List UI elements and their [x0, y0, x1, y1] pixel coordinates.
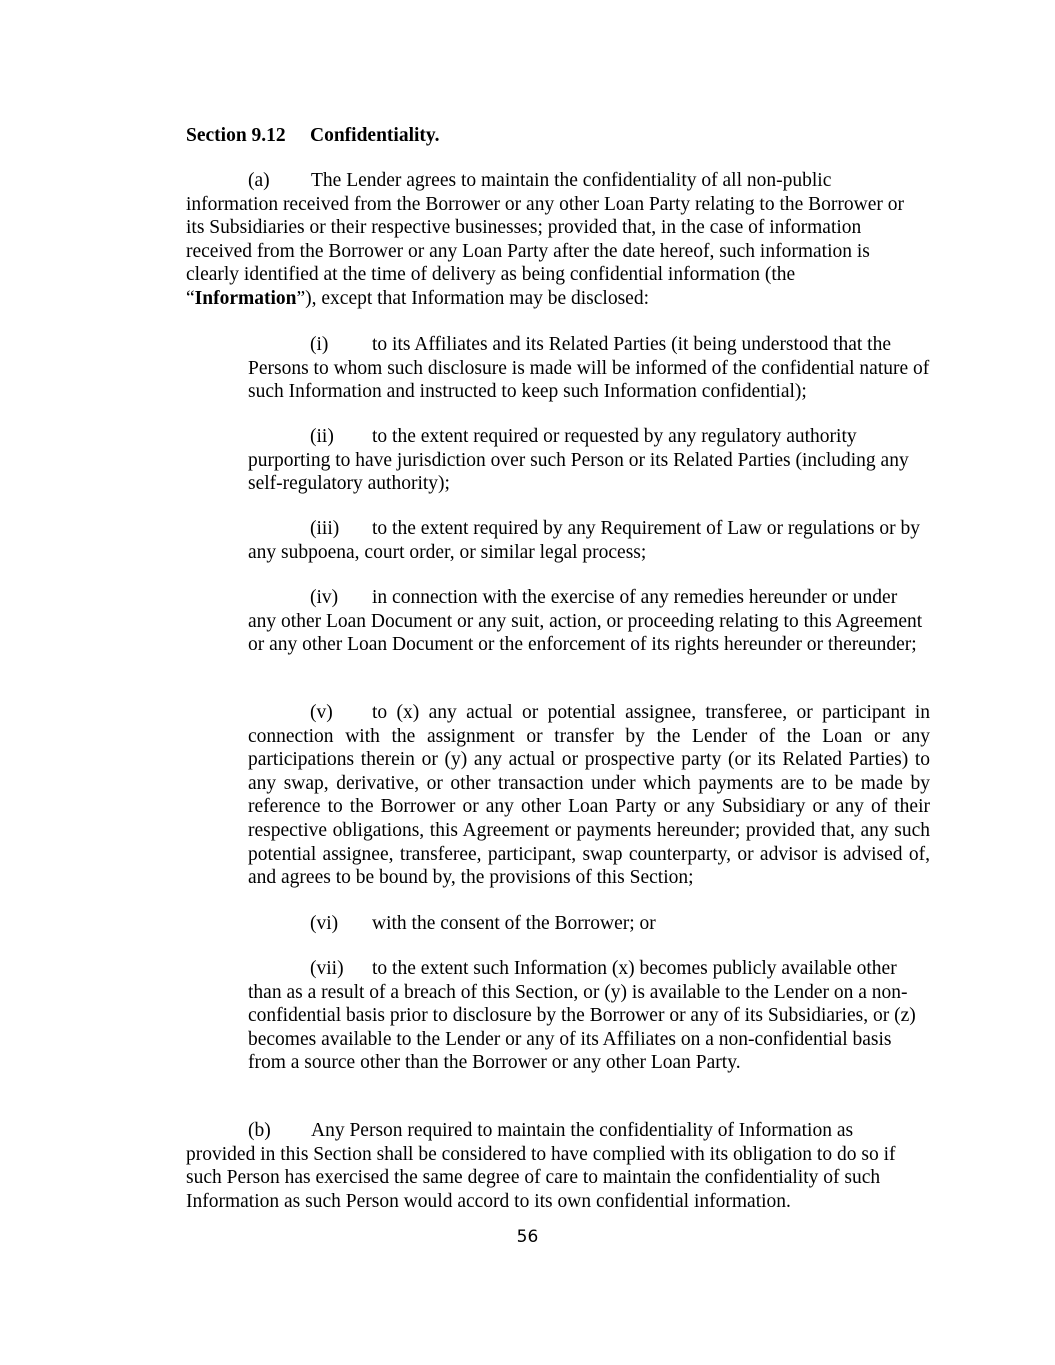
section-heading: [186, 124, 439, 148]
defined-term: Information: [194, 287, 297, 309]
paragraph-text: Any Person required to maintain the confidentiality of Information as provided in this Section shall be considered to have complied with its obligation to do so if such Person has exercised the same degree of care to maintain the confidentiality of such Information as such Person would accord to its own confidential information.: [186, 1120, 896, 1212]
paragraph-text: The Lender agrees to maintain the confidentiality of all non-public information received from the Borrower or any other Loan Party relating to the Borrower or its Subsidiaries or their respective businesses; provided that, in the case of information received from the Borrower or any Loan Party after the date hereof, such information is clearly identified at the time of delivery as being confidential information (the “: [186, 170, 905, 309]
clause-label: (v): [310, 702, 333, 723]
clause-text: in connection with the exercise of any remedies hereunder or under any other Loan Document or any suit, action, or proceeding relating to this Agreement or any other Loan Document or the enforcement of its rights hereunder or thereunder;: [248, 587, 923, 656]
section-number: Section 9.12: [186, 125, 286, 146]
clause-label: (vii): [310, 958, 344, 979]
clause-ii: [248, 425, 930, 496]
clause-label: (i): [310, 334, 329, 355]
clause-vi: [248, 912, 930, 936]
clause-text: to the extent such Information (x) becomes publicly available other than as a result of a breach of this Section, or (y) is available to the Lender on a non-confidential basis prior to disclosure by the Borrower or any of its Subsidiaries, or (z) becomes available to the Lender or any of its Affiliates on a non-confidential basis from a source other than the Borrower or any other Loan Party.: [248, 958, 916, 1074]
clause-i: [248, 333, 930, 404]
clause-label: (vi): [310, 913, 339, 934]
clause-v: [248, 701, 930, 890]
clause-text: to (x) any actual or potential assignee, transferee, or participant in connection with the assignment or transfer by the Lender of the Loan or any participations therein or (y) any actual or prospective party (or its Related Parties) to any swap, derivative, or other transaction under which payments are to be made by reference to the Borrower or any other Loan Party or any Subsidiary or any of their respective obligations, this Agreement or payments hereunder; provided that, any such potential assignee, transferee, participant, swap counterparty, or advisor is advised of, and agrees to be bound by, the provisions of this Section;: [248, 702, 930, 889]
paragraph-a: [186, 169, 927, 311]
clause-label: (iv): [310, 587, 339, 608]
clause-vii: [248, 957, 930, 1075]
clause-iii: [248, 517, 930, 564]
clause-text: to its Affiliates and its Related Parties (it being understood that the Persons to whom such disclosure is made will be informed of the confidential nature of such Information and instructed to keep such Information confidential);: [248, 334, 930, 403]
page-number: 56: [516, 1227, 539, 1247]
clause-iv: [248, 586, 930, 657]
clause-text: to the extent required by any Requirement of Law or regulations or by any subpoena, court order, or similar legal process;: [248, 518, 920, 563]
clause-text: with the consent of the Borrower; or: [372, 913, 656, 934]
paragraph-text-continued: ”), except that Information may be disclosed:: [296, 287, 650, 309]
clause-label: (iii): [310, 518, 340, 539]
clause-text: to the extent required or requested by any regulatory authority purporting to have jurisdiction over such Person or its Related Parties (including any self-regulatory authority);: [248, 426, 909, 495]
paragraph-label: (b): [248, 1120, 271, 1141]
paragraph-b: [186, 1119, 927, 1213]
paragraph-label: (a): [248, 170, 270, 191]
clause-label: (ii): [310, 426, 334, 447]
section-title: Confidentiality.: [310, 125, 440, 146]
